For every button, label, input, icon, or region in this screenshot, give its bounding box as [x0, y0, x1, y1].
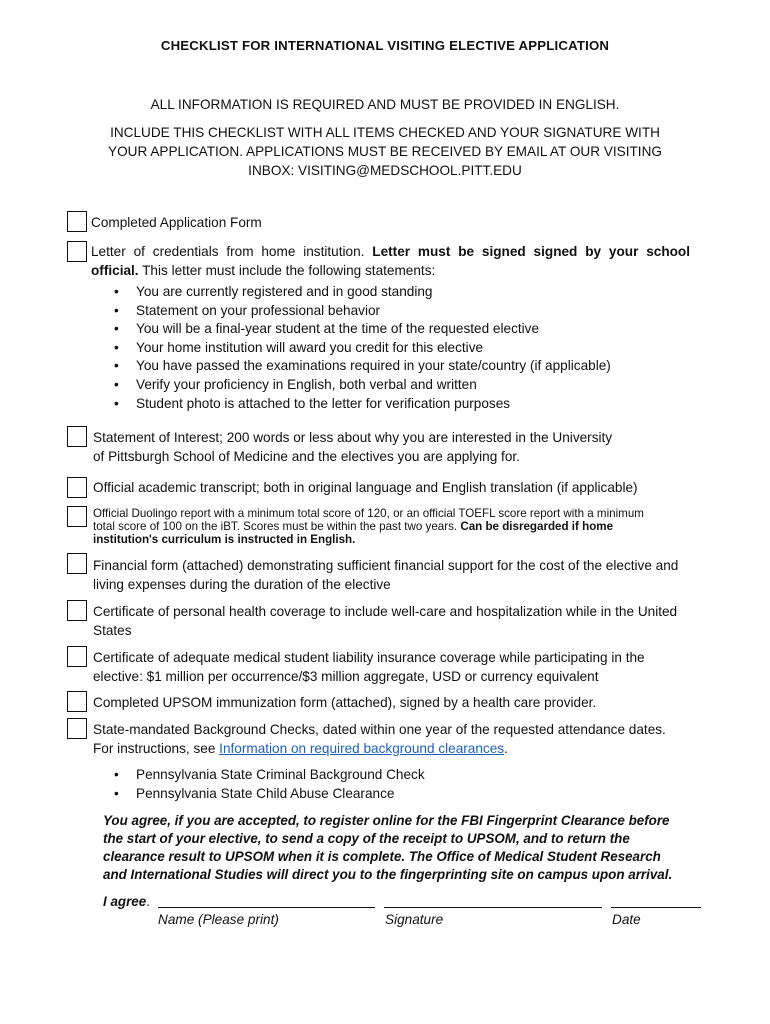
- background-clearances-link[interactable]: Information on required background clearances: [219, 740, 505, 756]
- list-item-text: You have passed the examinations required in your state/country (if applicable): [136, 358, 611, 374]
- letter-line1: [91, 243, 690, 262]
- list-item: [114, 785, 425, 804]
- bullet-icon: •: [114, 376, 119, 392]
- bullet-icon: •: [114, 358, 119, 374]
- checkbox-immunization[interactable]: [67, 691, 87, 712]
- health-line: Certificate of personal health coverage to include well-care and hospitalization while in the United: [93, 604, 678, 619]
- agreement-paragraph: [103, 812, 672, 884]
- english-line: [93, 533, 644, 546]
- checkbox-health-coverage[interactable]: [67, 600, 87, 621]
- checkbox-statement-interest[interactable]: [67, 426, 87, 447]
- item-financial: [93, 557, 678, 594]
- liability-line: Certificate of adequate medical student liability insurance coverage while participating in the: [93, 650, 645, 665]
- item-application-form: Completed Application Form: [91, 215, 262, 230]
- checkbox-english-proficiency[interactable]: [67, 506, 87, 527]
- item-background-checks: [93, 721, 666, 758]
- list-item-text: Student photo is attached to the letter for verification purposes: [136, 395, 511, 411]
- item-immunization: Completed UPSOM immunization form (attached), signed by a health care provider.: [93, 695, 597, 710]
- item-statement-interest: [93, 429, 612, 466]
- background-text: For instructions, see: [93, 740, 216, 756]
- english-bold: Can be disregarded if home: [460, 520, 614, 533]
- bullet-icon: •: [114, 785, 119, 801]
- agreement-line: You agree, if you are accepted, to register online for the FBI Fingerprint Clearance before: [103, 813, 670, 828]
- bullet-icon: •: [114, 321, 119, 337]
- list-item: [114, 302, 611, 321]
- list-item: [114, 376, 611, 395]
- list-item-text: Pennsylvania State Criminal Background Check: [136, 767, 425, 782]
- checkbox-transcript[interactable]: [67, 477, 87, 498]
- i-agree-text: I agree: [103, 894, 147, 909]
- agreement-line: and International Studies will direct you to the fingerprinting site on campus upon arrival.: [103, 867, 673, 882]
- i-agree-label: [103, 893, 150, 911]
- background-bullet-list: [114, 766, 425, 803]
- financial-line: Financial form (attached) demonstrating sufficient financial support for the cost of the elective and: [93, 558, 679, 573]
- item-letter-credentials: [91, 243, 690, 280]
- signature-line[interactable]: [384, 907, 602, 908]
- agreement-line: the start of your elective, to send a copy of the receipt to UPSOM, and to return the: [103, 831, 630, 846]
- checkbox-letter-credentials[interactable]: [67, 241, 87, 262]
- bullet-icon: •: [114, 284, 119, 299]
- checkbox-financial[interactable]: [67, 553, 87, 574]
- i-agree-period: .: [146, 894, 150, 909]
- item-liability-insurance: [93, 649, 645, 686]
- name-line[interactable]: [158, 907, 375, 908]
- bullet-icon: •: [114, 395, 119, 411]
- list-item-text: You are currently registered and in good standing: [136, 284, 433, 299]
- bullet-icon: •: [114, 767, 119, 782]
- agreement-line: clearance result to UPSOM when it is complete. The Office of Medical Student Research: [103, 849, 661, 864]
- list-item-text: Your home institution will award you credit for this elective: [136, 339, 484, 355]
- list-item: [114, 357, 611, 376]
- english-bold: institution's curriculum is instructed in English.: [93, 533, 356, 546]
- list-item-text: You will be a final-year student at the time of the requested elective: [136, 321, 540, 337]
- background-line: [93, 740, 666, 759]
- date-label: Date: [612, 912, 641, 927]
- background-text: .: [504, 740, 508, 756]
- list-item: [114, 766, 425, 785]
- list-item: [114, 283, 611, 302]
- checkbox-background-checks[interactable]: [67, 718, 87, 739]
- page-title: CHECKLIST FOR INTERNATIONAL VISITING ELECTIVE APPLICATION: [160, 38, 610, 53]
- intro-required: ALL INFORMATION IS REQUIRED AND MUST BE PROVIDED IN ENGLISH.: [150, 97, 620, 112]
- item-english-proficiency: [93, 507, 644, 546]
- english-line: Official Duolingo report with a minimum total score of 120, or an official TOEFL score report with a minimum: [93, 507, 644, 520]
- letter-bold: official.: [91, 262, 139, 278]
- english-line: [93, 520, 644, 533]
- liability-line: elective: $1 million per occurrence/$3 million aggregate, USD or currency equivalent: [93, 668, 599, 684]
- english-text: total score of 100 on the iBT. Scores must be within the past two years.: [93, 520, 458, 533]
- item-health-coverage: [93, 603, 677, 640]
- intro-line: INBOX: VISITING@MEDSCHOOL.PITT.EDU: [248, 163, 522, 178]
- intro-instructions: [60, 123, 710, 180]
- list-item-text: Pennsylvania State Child Abuse Clearance: [136, 785, 395, 801]
- list-item: [114, 395, 611, 414]
- intro-line: INCLUDE THIS CHECKLIST WITH ALL ITEMS CHECKED AND YOUR SIGNATURE WITH: [110, 125, 660, 140]
- letter-text: This letter must include the following statements:: [142, 262, 436, 278]
- letter-bullet-list: [114, 283, 611, 413]
- date-line[interactable]: [611, 907, 701, 908]
- letter-text: Letter of credentials from home institution.: [91, 244, 365, 259]
- letter-line2: [91, 262, 690, 281]
- financial-line: living expenses during the duration of the elective: [93, 576, 391, 592]
- interest-line: Statement of Interest; 200 words or less about why you are interested in the University: [93, 430, 613, 445]
- signature-label: Signature: [385, 912, 444, 927]
- checkbox-application-form[interactable]: [67, 211, 87, 232]
- list-item-text: Statement on your professional behavior: [136, 302, 381, 318]
- list-item-text: Verify your proficiency in English, both verbal and written: [136, 376, 477, 392]
- list-item: [114, 320, 611, 339]
- interest-line: of Pittsburgh School of Medicine and the electives you are applying for.: [93, 448, 520, 464]
- bullet-icon: •: [114, 339, 119, 355]
- background-line: State-mandated Background Checks, dated within one year of the requested attendance dates.: [93, 722, 666, 737]
- item-transcript: Official academic transcript; both in original language and English translation (if applicable): [93, 480, 638, 495]
- letter-bold: Letter must be signed signed by your school: [372, 244, 691, 259]
- bullet-icon: •: [114, 302, 119, 318]
- health-line: States: [93, 622, 132, 638]
- name-label: Name (Please print): [158, 912, 279, 927]
- checkbox-liability-insurance[interactable]: [67, 646, 87, 667]
- list-item: [114, 339, 611, 358]
- intro-line: YOUR APPLICATION. APPLICATIONS MUST BE RECEIVED BY EMAIL AT OUR VISITING: [108, 144, 662, 159]
